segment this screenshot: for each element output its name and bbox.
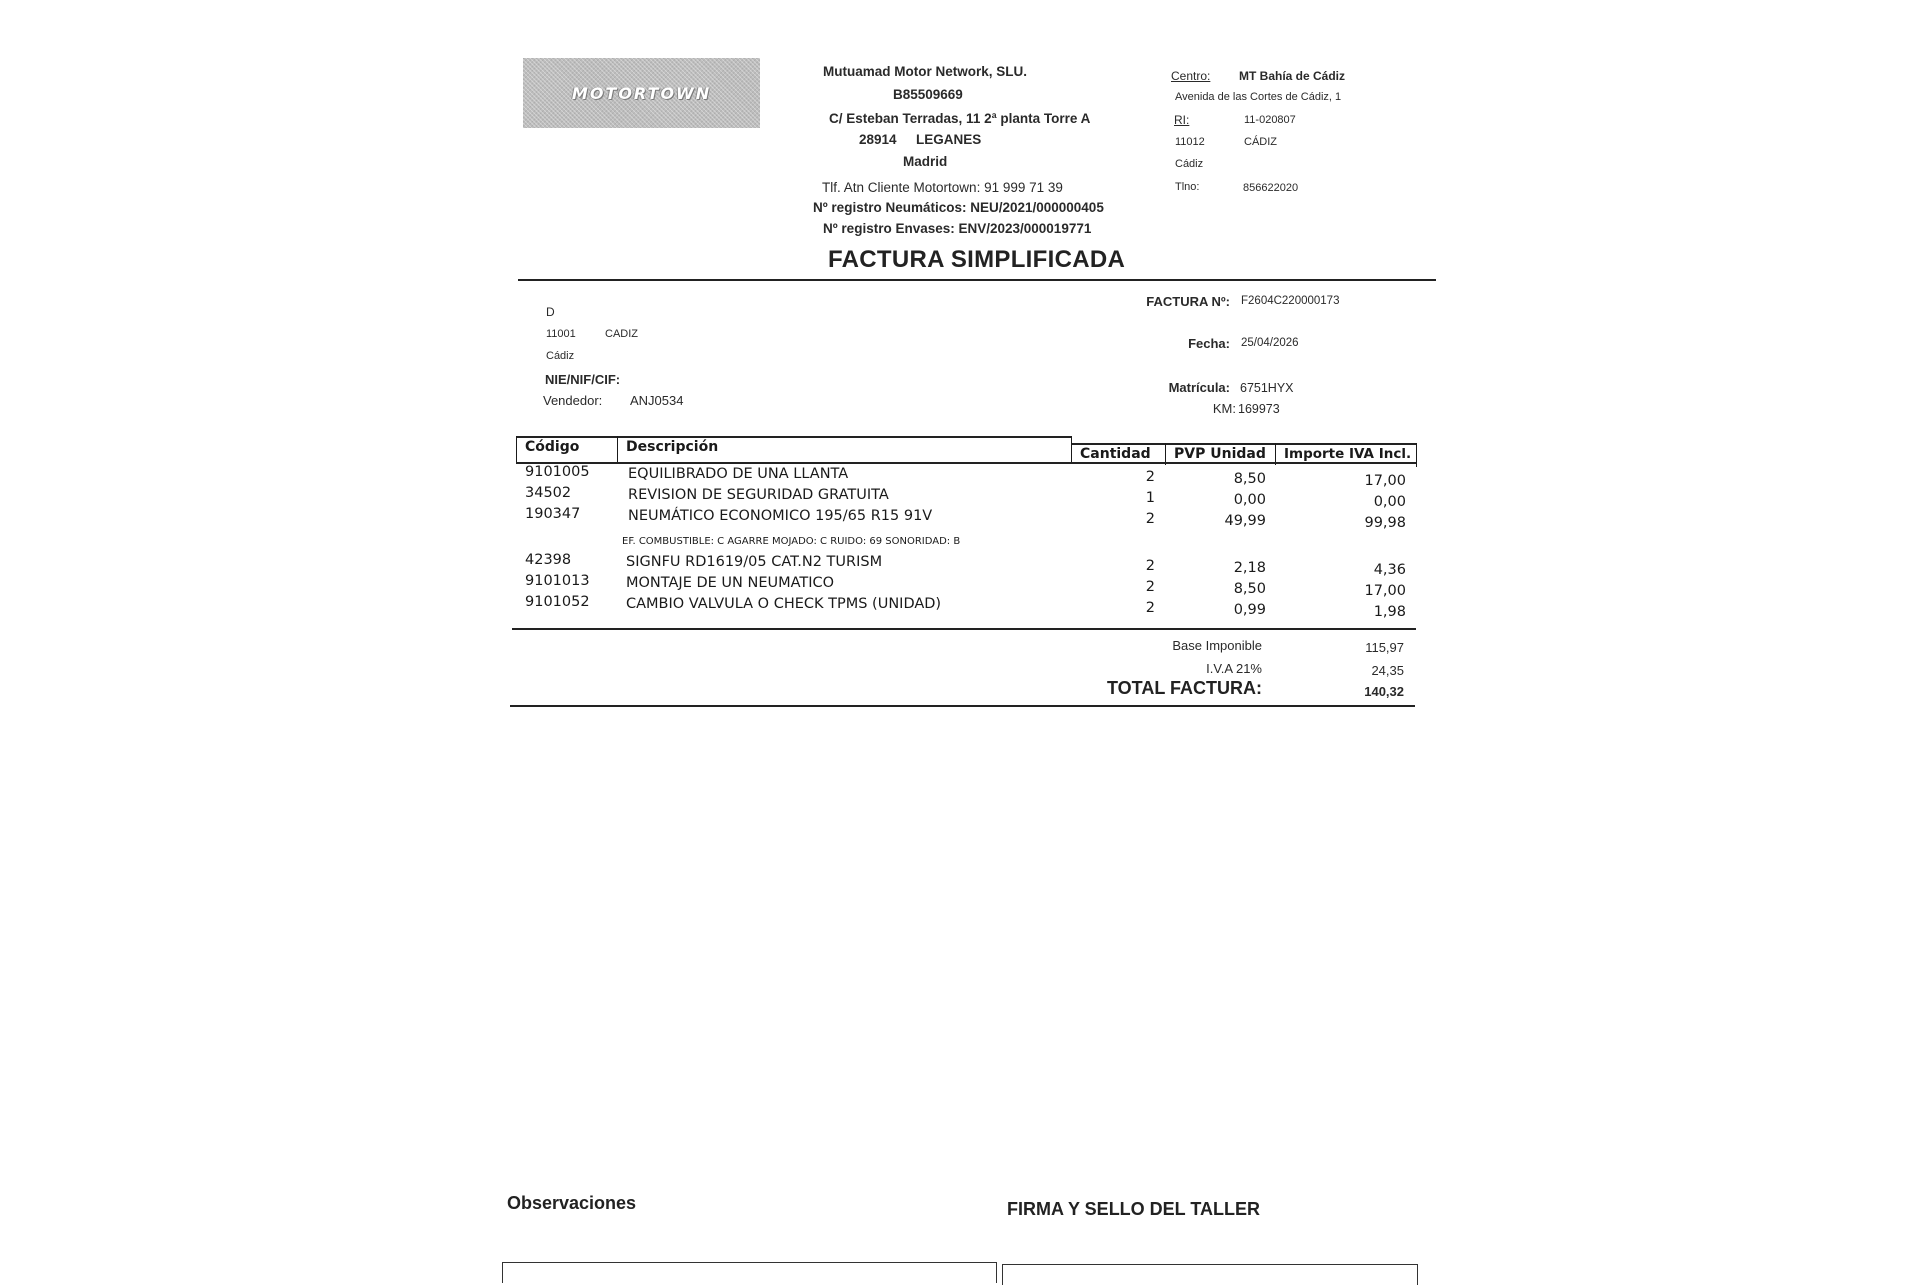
customer-name: D	[546, 305, 555, 319]
km-label: KM:	[1212, 401, 1236, 416]
header-pvp: PVP Unidad	[1166, 443, 1276, 465]
firma-label: FIRMA Y SELLO DEL TALLER	[1007, 1199, 1261, 1219]
row-5-code: 9101013	[525, 573, 590, 589]
centro-phone-value: 856622020	[1243, 182, 1299, 194]
plate-label: Matrícula:	[1168, 380, 1230, 395]
row-4-amount: 4,36	[1373, 562, 1406, 578]
company-reg-neumaticos: Nº registro Neumáticos: NEU/2021/000000405	[813, 200, 1104, 215]
row-6-desc: CAMBIO VALVULA O CHECK TPMS (UNIDAD)	[626, 596, 942, 612]
row-2-code: 34502	[525, 485, 572, 501]
observaciones-box	[502, 1262, 997, 1283]
row-3-qty: 2	[1145, 511, 1155, 527]
centro-phone-label: Tlno:	[1175, 181, 1200, 193]
row-5-amount: 17,00	[1364, 583, 1406, 599]
customer-province: Cádiz	[546, 350, 575, 362]
row-4-code: 42398	[525, 552, 572, 568]
header-importe: Importe IVA Incl.	[1276, 443, 1417, 467]
row-3-code: 190347	[525, 506, 581, 522]
row-5-desc: MONTAJE DE UN NEUMATICO	[626, 575, 835, 591]
vendor-value: ANJ0534	[630, 393, 684, 408]
company-phone: Tlf. Atn Cliente Motortown: 91 999 71 39	[822, 180, 1063, 195]
table-header-bottom-line	[516, 462, 1416, 464]
row-1-pvp: 8,50	[1233, 471, 1266, 487]
row-5-pvp: 8,50	[1233, 581, 1266, 597]
header-descripcion: Descripción	[618, 436, 1072, 462]
centro-postal-code: 11012	[1175, 136, 1205, 148]
centro-city: CÁDIZ	[1244, 136, 1277, 148]
row-3-amount: 99,98	[1364, 515, 1406, 531]
totals-bottom-line	[510, 705, 1415, 707]
firma-box	[1002, 1264, 1418, 1285]
header-codigo: Código	[516, 436, 618, 462]
logo-text: MOTORTOWN	[571, 83, 712, 103]
row-4-desc: SIGNFU RD1619/05 CAT.N2 TURISM	[626, 554, 883, 570]
company-province: Madrid	[903, 154, 948, 169]
row-4-pvp: 2,18	[1233, 560, 1266, 576]
company-street: C/ Esteban Terradas, 11 2ª planta Torre A	[829, 111, 1091, 126]
invoice-date-value: 25/04/2026	[1241, 337, 1299, 349]
customer-postal-code: 11001	[546, 328, 576, 340]
company-postal-code: 28914	[859, 132, 897, 147]
row-4-qty: 2	[1145, 558, 1155, 574]
company-cif: B85509669	[893, 87, 963, 102]
row-2-amount: 0,00	[1373, 494, 1406, 510]
invoice-date-label: Fecha:	[1188, 336, 1230, 351]
observaciones-label: Observaciones	[507, 1193, 637, 1213]
centro-ri-label: RI:	[1174, 113, 1190, 127]
row-3-desc: NEUMÁTICO ECONOMICO 195/65 R15 91V	[628, 508, 933, 524]
base-imponible-value: 115,97	[1365, 640, 1404, 655]
row-1-code: 9101005	[525, 464, 590, 480]
base-imponible-label: Base Imponible	[1172, 638, 1262, 653]
company-reg-envases: Nº registro Envases: ENV/2023/000019771	[823, 221, 1092, 236]
table-bottom-line	[512, 628, 1416, 630]
title-divider	[518, 279, 1436, 281]
centro-label: Centro:	[1171, 69, 1211, 83]
centro-address: Avenida de las Cortes de Cádiz, 1	[1175, 91, 1342, 103]
customer-nif-label: NIE/NIF/CIF:	[545, 372, 621, 387]
row-6-qty: 2	[1145, 600, 1155, 616]
plate-value: 6751HYX	[1240, 381, 1294, 395]
invoice-number-value: F2604C220000173	[1241, 295, 1340, 307]
iva-label: I.V.A 21%	[1206, 661, 1262, 676]
invoice-number-label: FACTURA Nº:	[1146, 294, 1230, 309]
centro-ri-value: 11-020807	[1244, 114, 1296, 126]
row-1-amount: 17,00	[1364, 473, 1406, 489]
centro-province: Cádiz	[1175, 158, 1204, 170]
vendor-label: Vendedor:	[543, 393, 603, 408]
row-6-pvp: 0,99	[1233, 602, 1266, 618]
iva-value: 24,35	[1371, 663, 1404, 678]
row-5-qty: 2	[1145, 579, 1155, 595]
total-label: TOTAL FACTURA:	[1107, 678, 1262, 698]
km-value: 169973	[1238, 402, 1280, 416]
tyre-label-note: EF. COMBUSTIBLE: C AGARRE MOJADO: C RUIDO: 69 SONORIDAD: B	[622, 536, 961, 547]
row-1-desc: EQUILIBRADO DE UNA LLANTA	[628, 466, 849, 482]
centro-name: MT Bahía de Cádiz	[1239, 69, 1346, 83]
customer-city: CADIZ	[605, 328, 638, 340]
row-6-amount: 1,98	[1373, 604, 1406, 620]
row-3-pvp: 49,99	[1224, 513, 1266, 529]
total-value: 140,32	[1364, 684, 1404, 699]
row-6-code: 9101052	[525, 594, 590, 610]
company-name: Mutuamad Motor Network, SLU.	[823, 64, 1028, 79]
row-1-qty: 2	[1145, 469, 1155, 485]
motortown-logo	[523, 58, 760, 128]
document-title: FACTURA SIMPLIFICADA	[828, 246, 1126, 273]
row-2-qty: 1	[1145, 490, 1155, 506]
company-city: LEGANES	[916, 132, 982, 147]
row-2-desc: REVISION DE SEGURIDAD GRATUITA	[628, 487, 889, 503]
header-cantidad: Cantidad	[1072, 443, 1166, 465]
row-2-pvp: 0,00	[1233, 492, 1266, 508]
